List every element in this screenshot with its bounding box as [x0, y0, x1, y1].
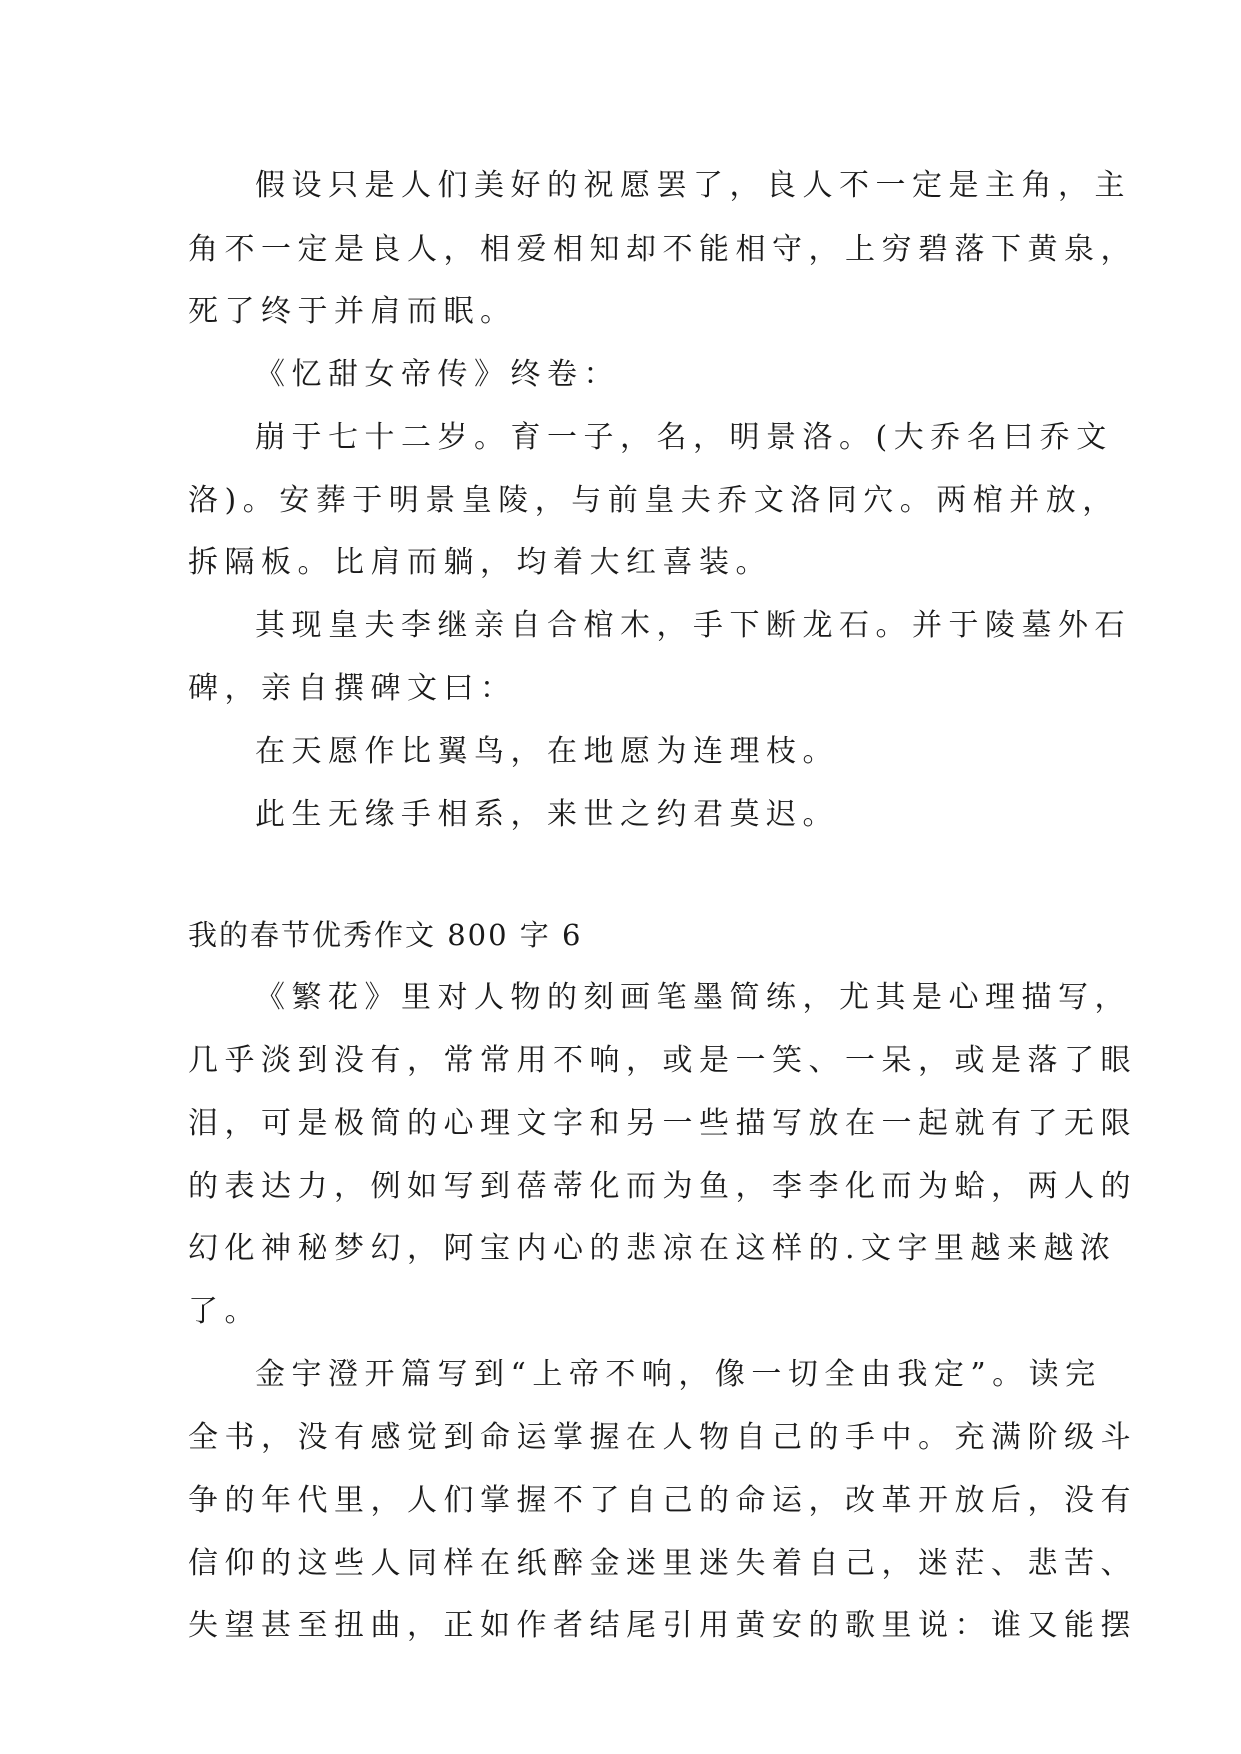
paragraph-line: 争的年代里，人们掌握不了自己的命运，改革开放后，没有 [188, 1483, 1137, 1518]
section-heading: 我的春节优秀作文 800 字 6 [188, 918, 583, 952]
paragraph-line: 碑，亲自撰碑文曰： [188, 671, 517, 706]
paragraph-line: 全书，没有感觉到命运掌握在人物自己的手中。充满阶级斗 [188, 1420, 1137, 1455]
paragraph-line: 拆隔板。比肩而躺，均着大红喜装。 [188, 545, 772, 580]
paragraph-line: 的表达力，例如写到蓓蒂化而为鱼，李李化而为蛤，两人的 [188, 1169, 1137, 1204]
paragraph-line: 几乎淡到没有，常常用不响，或是一笑、一呆，或是落了眼 [188, 1043, 1137, 1078]
paragraph-line: 金宇澄开篇写到“上帝不响，像一切全由我定”。读完 [255, 1357, 1102, 1392]
paragraph-line: 此生无缘手相系，来世之约君莫迟。 [255, 797, 839, 832]
paragraph-line: 在天愿作比翼鸟，在地愿为连理枝。 [255, 734, 839, 769]
paragraph-line: 《繁花》里对人物的刻画笔墨简练，尤其是心理描写， [255, 980, 1131, 1015]
paragraph-line: 假设只是人们美好的祝愿罢了，良人不一定是主角，主 [255, 168, 1131, 203]
paragraph-line: 信仰的这些人同样在纸醉金迷里迷失着自己，迷茫、悲苦、 [188, 1546, 1137, 1581]
paragraph-line: 崩于七十二岁。育一子，名，明景洛。(大乔名曰乔文 [255, 420, 1113, 455]
paragraph-line: 泪，可是极简的心理文字和另一些描写放在一起就有了无限 [188, 1106, 1137, 1141]
paragraph-line: 角不一定是良人，相爱相知却不能相守，上穷碧落下黄泉， [188, 232, 1137, 267]
paragraph-line: 失望甚至扭曲，正如作者结尾引用黄安的歌里说：谁又能摆 [188, 1608, 1137, 1643]
paragraph-line: 洛)。安葬于明景皇陵，与前皇夫乔文洛同穴。两棺并放， [188, 483, 1119, 518]
paragraph-line: 死了终于并肩而眠。 [188, 294, 517, 329]
paragraph-line: 幻化神秘梦幻，阿宝内心的悲凉在这样的.文字里越来越浓 [188, 1231, 1117, 1266]
paragraph-line: 了。 [188, 1294, 261, 1329]
paragraph-line: 其现皇夫李继亲自合棺木，手下断龙石。并于陵墓外石 [255, 608, 1131, 643]
paragraph-line: 《忆甜女帝传》终卷： [255, 357, 620, 392]
